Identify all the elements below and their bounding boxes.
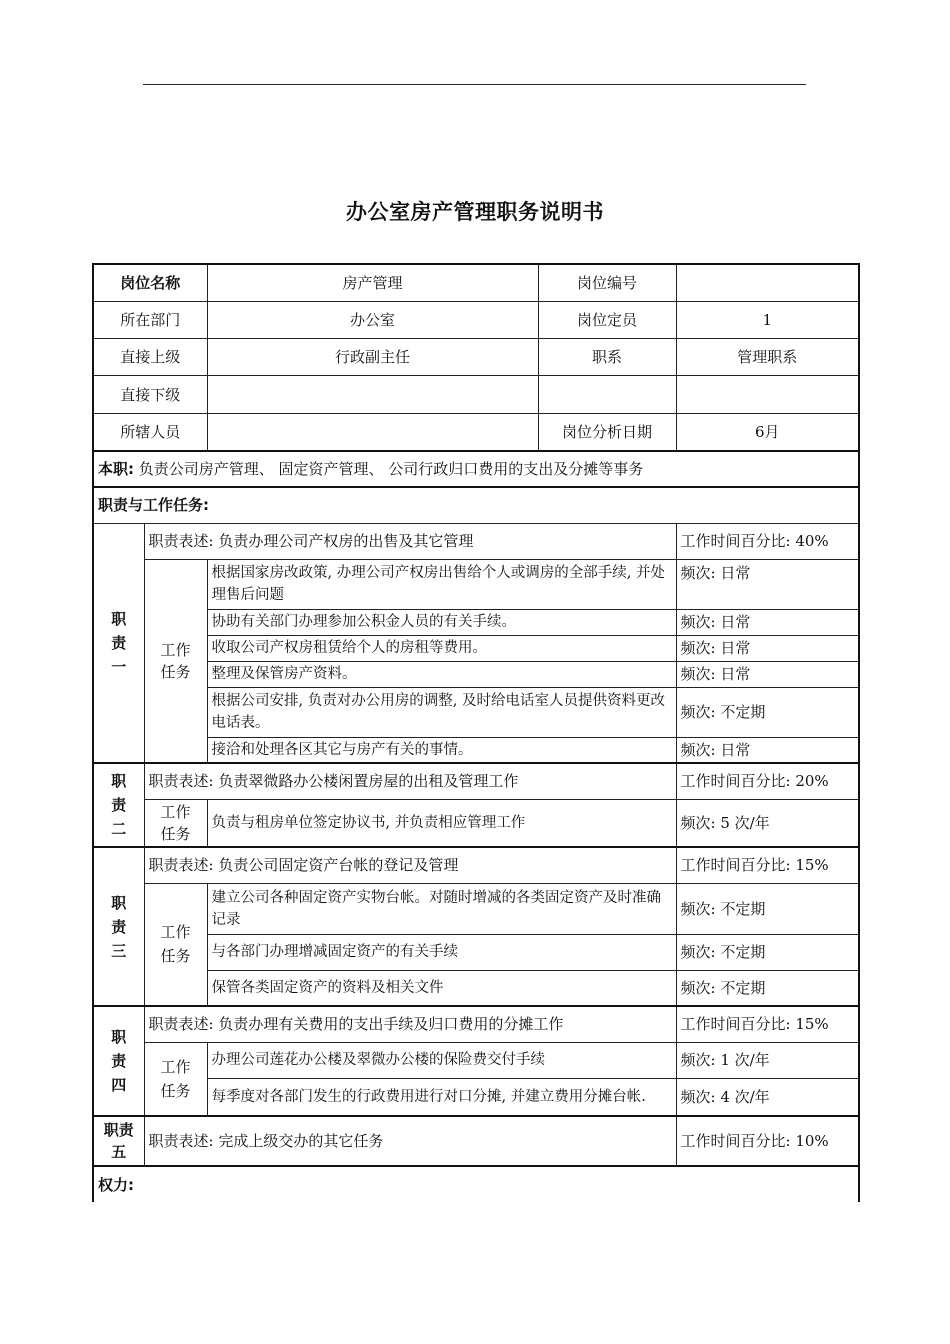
- info-row-5: [93, 414, 859, 452]
- value-empty: [676, 376, 859, 414]
- duty-3-desc: 职责表述: 负责公司固定资产台帐的登记及管理: [144, 847, 676, 883]
- task-freq: 频次: 日常: [676, 661, 859, 687]
- task-freq: 频次: 不定期: [676, 934, 859, 970]
- task-freq: 频次: 不定期: [676, 883, 859, 934]
- task-text: 每季度对各部门发生的行政费用进行对口分摊, 并建立费用分摊台帐.: [207, 1078, 676, 1116]
- label-headcount: 岗位定员: [577, 311, 638, 329]
- task-freq: 频次: 不定期: [676, 970, 859, 1006]
- duty-3-label: 职 责 三: [93, 847, 144, 1006]
- duty-3-pct: 工作时间百分比: 15%: [676, 847, 859, 883]
- task-freq: 频次: 日常: [676, 559, 859, 609]
- value-position-name: 房产管理: [208, 265, 539, 301]
- duty-5-pct: 工作时间百分比: 10%: [676, 1116, 859, 1166]
- label-job-family: 职系: [592, 348, 623, 366]
- task-row: [93, 970, 859, 1006]
- duties-header-row: [93, 487, 859, 523]
- value-headcount: 1: [676, 302, 859, 339]
- task-text: 整理及保管房产资料。: [207, 661, 676, 687]
- task-row: [93, 559, 859, 609]
- label-analysis-date: 岗位分析日期: [562, 423, 653, 441]
- task-row: [93, 687, 859, 737]
- info-row-4: [93, 376, 859, 414]
- task-text: 根据公司安排, 负责对办公用房的调整, 及时给电话室人员提供资料更改电话表。: [207, 687, 676, 737]
- value-subordinate: [208, 376, 539, 413]
- label-subordinate: 直接下级: [93, 376, 207, 414]
- info-row-2: [93, 302, 859, 339]
- duty-4-label: 职 责 四: [93, 1006, 144, 1116]
- duty-1-work-tasks-label: 工作任务: [144, 559, 207, 763]
- duty-1-desc-row: [93, 523, 859, 559]
- label-department: 所在部门: [93, 302, 207, 339]
- task-text: 负责与租房单位签定协议书, 并负责相应管理工作: [207, 799, 676, 847]
- duty-2-desc: 职责表述: 负责翠微路办公楼闲置房屋的出租及管理工作: [144, 763, 676, 799]
- value-analysis-date: 6月: [676, 414, 859, 452]
- task-row: [93, 661, 859, 687]
- task-freq: 频次: 日常: [676, 737, 859, 763]
- value-superior: 行政副主任: [208, 339, 539, 375]
- label-position-code: 岗位编号: [577, 274, 638, 292]
- info-row-1: [93, 264, 859, 302]
- task-freq: 频次: 日常: [676, 635, 859, 661]
- document-title: 办公室房产管理职务说明书: [346, 200, 604, 224]
- duty-5-desc: 职责表述: 完成上级交办的其它任务: [144, 1116, 676, 1166]
- task-row: [93, 737, 859, 763]
- duty-1-desc: 职责表述: 负责办理公司产权房的出售及其它管理: [144, 523, 676, 559]
- value-department: 办公室: [208, 302, 539, 338]
- value-staff: [208, 414, 539, 450]
- task-text: 协助有关部门办理参加公积金人员的有关手续。: [207, 609, 676, 635]
- task-text: 根据国家房改政策, 办理公司产权房出售给个人或调房的全部手续, 并处理售后问题: [207, 559, 676, 609]
- duty-4-desc-row: [93, 1006, 859, 1042]
- job-description-table: [92, 263, 860, 1202]
- task-freq: 频次: 4 次/年: [676, 1078, 859, 1116]
- task-row: [93, 635, 859, 661]
- task-text: 与各部门办理增减固定资产的有关手续: [207, 934, 676, 970]
- main-duty-label: 本职:: [98, 460, 134, 478]
- label-staff: 所辖人员: [93, 414, 207, 452]
- task-row: [93, 1042, 859, 1078]
- task-row: [93, 883, 859, 934]
- duties-header: 职责与工作任务:: [93, 487, 859, 523]
- value-job-family: 管理职系: [676, 339, 859, 376]
- task-row: [93, 799, 859, 847]
- duty-4-work-tasks-label: 工作任务: [144, 1042, 207, 1116]
- power-row: [93, 1166, 859, 1202]
- task-text: 建立公司各种固定资产实物台帐。对随时增减的各类固定资产及时准确记录: [207, 883, 676, 934]
- duty-5-row: [93, 1116, 859, 1166]
- duty-1-label: 职 责 一: [93, 523, 144, 763]
- power-label: 权力:: [93, 1166, 859, 1202]
- duty-2-pct: 工作时间百分比: 20%: [676, 763, 859, 799]
- label-superior: 直接上级: [93, 339, 207, 376]
- duty-5-label: 职责 五: [93, 1116, 144, 1166]
- duty-2-desc-row: [93, 763, 859, 799]
- task-row: [93, 609, 859, 635]
- main-duty-row: [93, 451, 859, 487]
- label-empty: [539, 376, 676, 413]
- duty-2-label: 职 责 二: [93, 763, 144, 847]
- task-text: 接洽和处理各区其它与房产有关的事情。: [207, 737, 676, 763]
- task-freq: 频次: 日常: [676, 609, 859, 635]
- task-text: 收取公司产权房租赁给个人的房租等费用。: [207, 635, 676, 661]
- duty-4-pct: 工作时间百分比: 15%: [676, 1006, 859, 1042]
- label-position-name: 岗位名称: [93, 264, 207, 302]
- duty-2-work-tasks-label: 工作任务: [144, 799, 207, 847]
- task-freq: 频次: 不定期: [676, 687, 859, 737]
- task-freq: 频次: 1 次/年: [676, 1042, 859, 1078]
- task-freq: 频次: 5 次/年: [676, 799, 859, 847]
- duty-3-desc-row: [93, 847, 859, 883]
- duty-3-work-tasks-label: 工作任务: [144, 883, 207, 1006]
- task-row: [93, 934, 859, 970]
- task-text: 办理公司莲花办公楼及翠微办公楼的保险费交付手续: [207, 1042, 676, 1078]
- main-duty-text: 负责公司房产管理、 固定资产管理、 公司行政归口费用的支出及分摊等事务: [134, 460, 644, 478]
- task-text: 保管各类固定资产的资料及相关文件: [207, 970, 676, 1006]
- duty-4-desc: 职责表述: 负责办理有关费用的支出手续及归口费用的分摊工作: [144, 1006, 676, 1042]
- value-position-code: [676, 264, 859, 302]
- task-row: [93, 1078, 859, 1116]
- duty-1-pct: 工作时间百分比: 40%: [676, 523, 859, 559]
- header-rule: [143, 84, 806, 85]
- info-row-3: [93, 339, 859, 376]
